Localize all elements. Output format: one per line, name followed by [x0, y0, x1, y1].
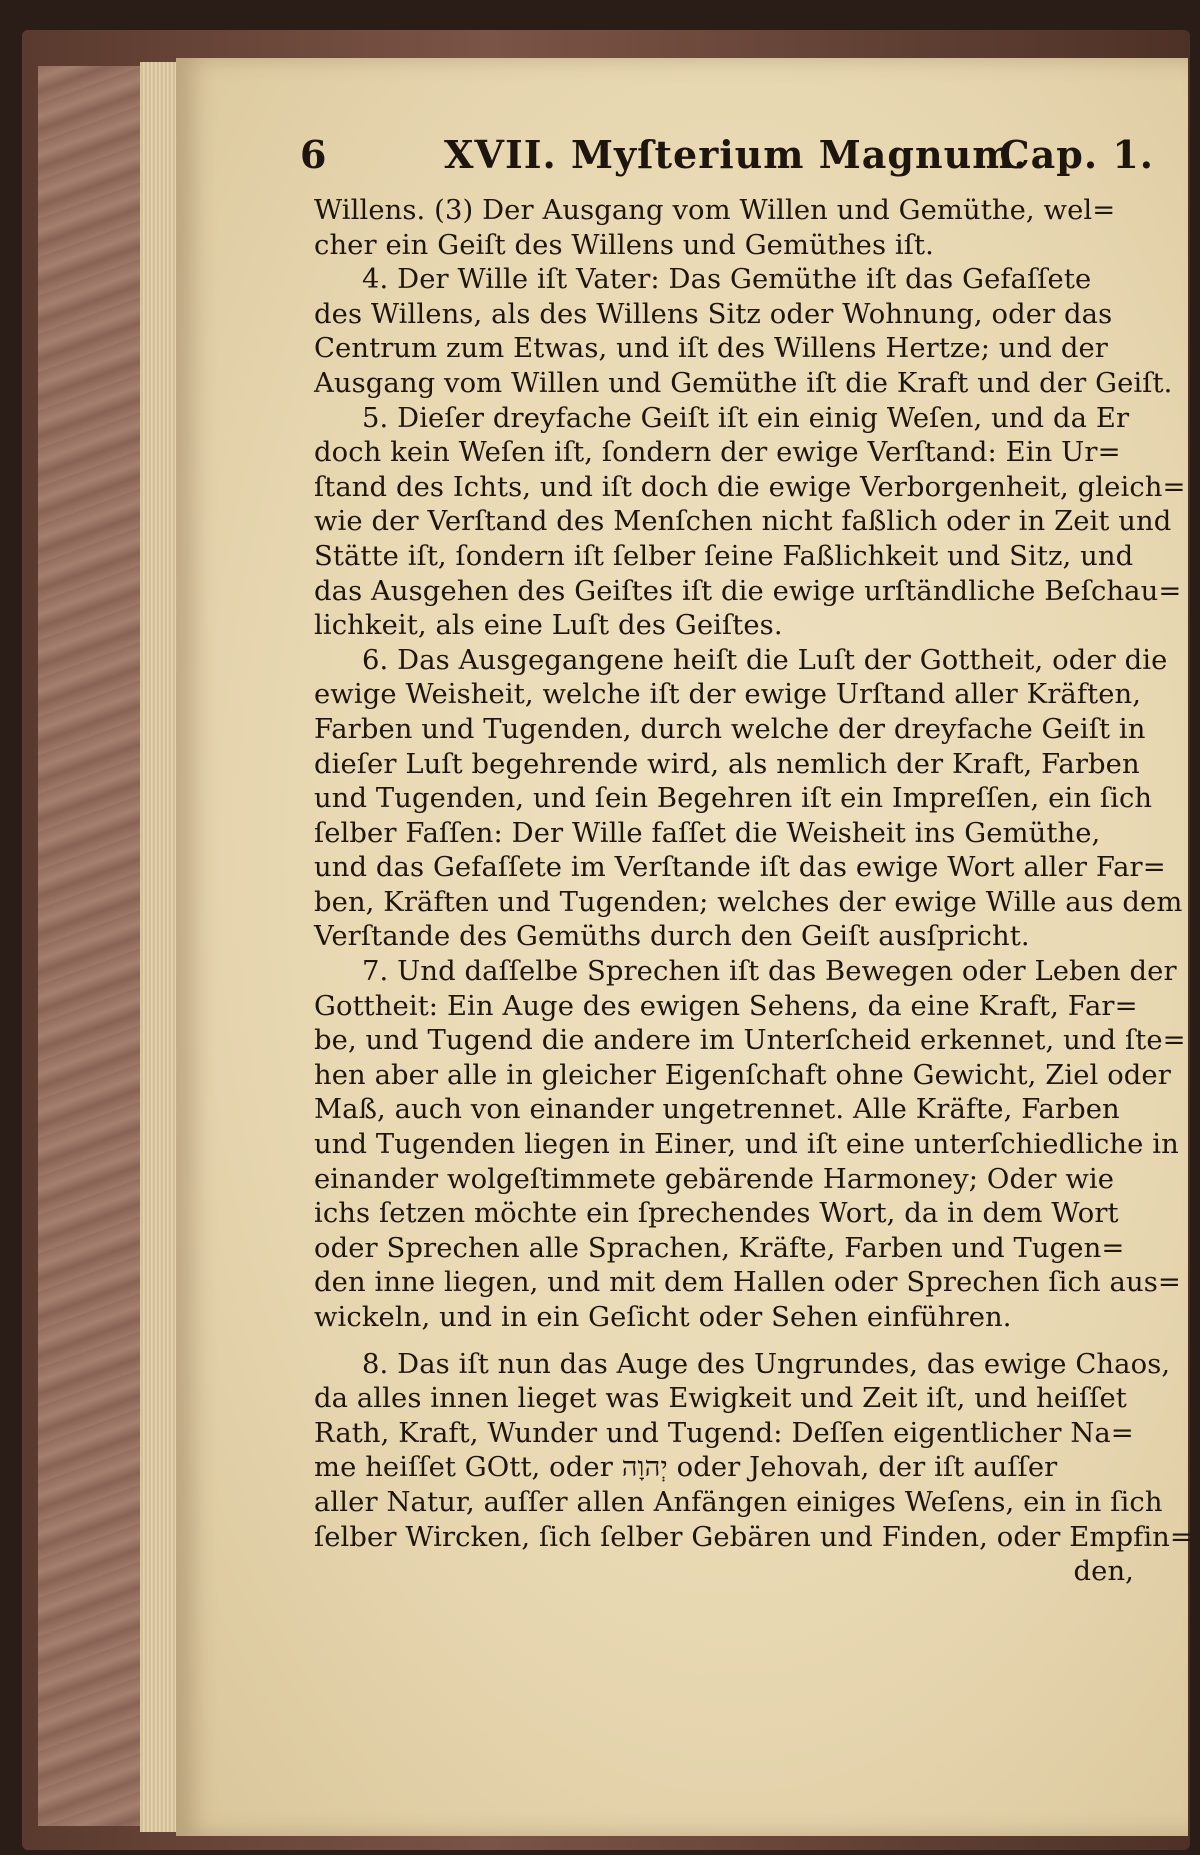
page-number: 6 [300, 132, 328, 177]
text-line: lichkeit, als eine Luſt des Geiſtes. [314, 610, 783, 642]
text-line: Gottheit: Ein Auge des ewigen Sehens, da eine Kraft, Far= [314, 990, 1138, 1022]
text-line: aller Natur, auſſer allen Anfängen einiges Weſens, ein in ſich [314, 1486, 1163, 1518]
text-line: doch kein Weſen iſt, ſondern der ewige Verſtand: Ein Ur= [314, 437, 1121, 469]
text-line: wickeln, und in ein Geſicht oder Sehen einführen. [314, 1302, 1012, 1333]
text-line: einander wolgeſtimmete gebärende Harmoney; Oder wie [314, 1163, 1115, 1195]
text-line: und Tugenden liegen in Einer, und iſt eine unterſchiedliche in [314, 1129, 1179, 1161]
text-line: Maß, auch von einander ungetrennet. Alle Kräfte, Farben [314, 1094, 1120, 1126]
text-line: Centrum zum Etwas, und iſt des Willens Hertze; und der [314, 333, 1108, 365]
text-line: Farben und Tugenden, durch welche der dreyfache Geiſt in [314, 713, 1146, 745]
text-line: be, und Tugend die andere im Unterſcheid erkennet, und ſte= [314, 1025, 1186, 1057]
page-body [314, 194, 1193, 1590]
page-text-block [300, 132, 1193, 1590]
text-line: das Ausgehen des Geiſtes iſt die ewige urſtändliche Beſchau= [314, 575, 1182, 607]
text-line: Willens. (3) Der Ausgang vom Willen und Gemüthe, wel= [314, 195, 1116, 226]
text-line: ichs ſetzen möchte ein ſprechendes Wort, da in dem Wort [314, 1198, 1119, 1230]
text-line: ſtand des Ichts, und iſt doch die ewige Verborgenheit, gleich= [314, 471, 1186, 503]
text-line: Stätte iſt, ſondern iſt ſelber ſeine Faßlichkeit und Sitz, und [314, 540, 1134, 572]
catchword: den, [1073, 1556, 1134, 1588]
text-line: des Willens, als des Willens Sitz oder Wohnung, oder das [314, 298, 1113, 330]
text-line: hen aber alle in gleicher Eigenſchaft ohne Gewicht, Ziel oder [314, 1059, 1171, 1091]
text-line: da alles innen lieget was Ewigkeit und Zeit iſt, und heiſſet [314, 1383, 1127, 1415]
paragraph-7-start: 7. Und daſſelbe Sprechen iſt das Bewegen oder Leben der [362, 956, 1177, 988]
text-line: ewige Weisheit, welche iſt der ewige Urſtand aller Kräften, [314, 679, 1142, 711]
text-line: cher ein Geiſt des Willens und Gemüthes iſt. [314, 229, 934, 261]
text-line: ſelber Faſſen: Der Wille faſſet die Weisheit ins Gemüthe, [314, 817, 1101, 849]
text-line: dieſer Luſt begehrende wird, als nemlich der Kraft, Farben [314, 748, 1140, 780]
paragraph-8-start: 8. Das iſt nun das Auge des Ungrundes, das ewige Chaos, [362, 1348, 1171, 1380]
text-line: den inne liegen, und mit dem Hallen oder Sprechen ſich aus= [314, 1267, 1181, 1299]
text-line: Verſtande des Gemüths durch den Geiſt ausſpricht. [314, 921, 1030, 953]
text-line: Ausgang vom Willen und Gemüthe iſt die Kraft und der Geiſt. [314, 367, 1173, 399]
running-header [300, 132, 1154, 194]
text-line: Rath, Kraft, Wunder und Tugend: Deſſen eigentlicher Na= [314, 1417, 1134, 1449]
paragraph-6-start: 6. Das Ausgegangene heiſt die Luſt der Gottheit, oder die [362, 644, 1168, 676]
text-line: ſelber Wircken, ſich ſelber Gebären und Finden, oder Empfin= [314, 1521, 1193, 1553]
chapter-label: Cap. 1. [999, 132, 1154, 177]
paragraph-4-start: 4. Der Wille iſt Vater: Das Gemüthe iſt das Gefaſſete [362, 264, 1092, 296]
text-line: und Tugenden, und ſein Begehren iſt ein Impreſſen, ein ſich [314, 783, 1153, 815]
running-title: XVII. Myſterium Magnum. [444, 132, 1028, 177]
text-line: ben, Kräften und Tugenden; welches der ewige Wille aus dem [314, 886, 1183, 918]
text-line: me heiſſet GOtt, oder יְהוָה oder Jehovah, der iſt auſſer [314, 1452, 1058, 1484]
text-line: und das Gefaſſete im Verſtande iſt das ewige Wort aller Far= [314, 852, 1166, 884]
text-line: oder Sprechen alle Sprachen, Kräfte, Farben und Tugen= [314, 1232, 1125, 1264]
text-line: wie der Verſtand des Menſchen nicht faßlich oder in Zeit und [314, 506, 1172, 538]
paragraph-5-start: 5. Dieſer dreyfache Geiſt iſt ein einig Weſen, und da Er [362, 402, 1130, 434]
